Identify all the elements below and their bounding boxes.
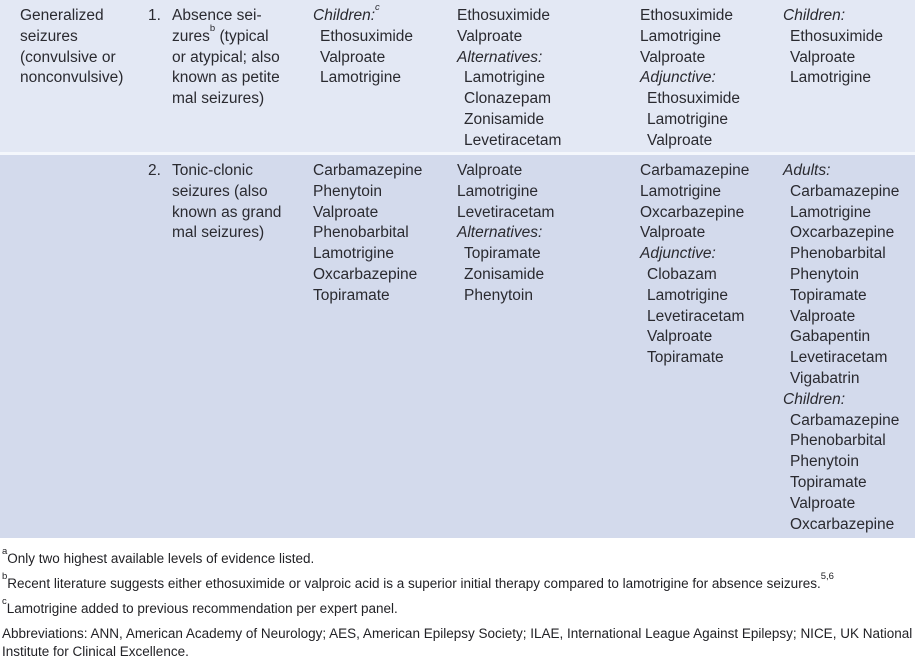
- table-row-absence-seizures: [0, 0, 915, 152]
- line: Phenytoin: [790, 453, 859, 471]
- line: Levetiracetam: [790, 349, 888, 367]
- line: Levetiracetam: [647, 307, 745, 325]
- line: Topiramate: [464, 245, 541, 263]
- line: Lamotrigine: [464, 69, 545, 87]
- line: Phenobarbital: [790, 245, 886, 263]
- line: Zonisamide: [464, 110, 545, 128]
- line: Children:: [783, 390, 846, 408]
- line: Ethosuximide: [790, 27, 884, 45]
- line: Zonisamide: [464, 265, 545, 283]
- cell-drug-list-4: [783, 155, 913, 538]
- line: Phenytoin: [790, 265, 859, 283]
- line: Ethosuximide: [457, 7, 551, 24]
- line: Adjunctive:: [640, 245, 716, 263]
- line: Carbamazepine: [640, 162, 750, 179]
- line: Children:: [783, 7, 846, 24]
- line: Levetiracetam: [464, 131, 562, 149]
- cell-drug-list-2: [457, 0, 637, 152]
- footnote-a: [2, 546, 913, 568]
- cell-drug-list-1: [313, 155, 455, 538]
- line: Ethosuximide: [647, 90, 741, 108]
- line: Topiramate: [313, 286, 390, 304]
- line: nonconvulsive): [20, 69, 124, 87]
- line: Oxcarbazepine: [640, 203, 745, 221]
- line: known as petite: [172, 69, 280, 87]
- line: Oxcarbazepine: [313, 265, 418, 283]
- line: Valproate: [457, 162, 523, 179]
- cell-drug-list-3: [640, 0, 780, 152]
- line: Topiramate: [647, 349, 724, 367]
- item-number: 1.: [148, 7, 161, 24]
- footnote-text: Recent literature suggests either ethosuximide or valproic acid is a superior initial therapy compared to lamotrigine for absence seizures.: [7, 576, 821, 591]
- line: Tonic-clonic: [172, 162, 253, 179]
- line: Phenytoin: [313, 182, 382, 200]
- line: Carbamazepine: [790, 182, 900, 200]
- footnote-text: Only two highest available levels of evidence listed.: [7, 551, 315, 566]
- line: mal seizures): [172, 224, 265, 242]
- line: seizures (also: [172, 182, 268, 200]
- footnote-text: Lamotrigine added to previous recommendation per expert panel.: [6, 601, 398, 616]
- line: Adjunctive:: [640, 69, 716, 87]
- line: Oxcarbazepine: [790, 515, 895, 533]
- line: Lamotrigine: [647, 286, 728, 304]
- line: Phenobarbital: [313, 224, 409, 242]
- line: Adults:: [783, 162, 831, 179]
- line: mal seizures): [172, 90, 265, 108]
- cell-drug-list-3: [640, 155, 780, 538]
- line: Carbamazepine: [790, 411, 900, 429]
- line: Lamotrigine: [790, 69, 871, 87]
- cell-drug-list-1: [313, 0, 455, 152]
- footnote-abbreviations: [2, 625, 913, 660]
- line: seizures: [20, 27, 78, 45]
- item-text: [172, 161, 311, 244]
- footnote-c: [2, 596, 913, 618]
- line: Valproate: [790, 307, 856, 325]
- line: Lamotrigine: [457, 182, 538, 200]
- line: Topiramate: [790, 286, 867, 304]
- cell-seizure-classification: [20, 155, 146, 538]
- line: Phenobarbital: [790, 432, 886, 450]
- line: Lamotrigine: [640, 182, 721, 200]
- line: Alternatives:: [457, 224, 543, 242]
- line: Valproate: [320, 48, 386, 66]
- line: Oxcarbazepine: [790, 224, 895, 242]
- line: Valproate: [640, 224, 706, 242]
- line: Clonazepam: [464, 90, 552, 108]
- line: Valproate: [790, 494, 856, 512]
- line: Lamotrigine: [313, 245, 394, 263]
- cell-drug-list-2: [457, 155, 637, 538]
- line: Carbamazepine: [313, 162, 423, 179]
- cell-seizure-type: [148, 155, 311, 538]
- item-text: [172, 6, 311, 110]
- footnote-b: [2, 571, 913, 593]
- line: Levetiracetam: [457, 203, 555, 221]
- line: Absence sei-: [172, 7, 262, 24]
- line: Lamotrigine: [790, 203, 871, 221]
- cell-seizure-type: [148, 0, 311, 152]
- line: Lamotrigine: [640, 27, 721, 45]
- line: Phenytoin: [464, 286, 533, 304]
- line: Valproate: [640, 48, 706, 66]
- cell-drug-list-4: [783, 0, 913, 152]
- line: Valproate: [457, 27, 523, 45]
- line: Gabapentin: [790, 328, 871, 346]
- line: Lamotrigine: [320, 69, 401, 87]
- line: Vigabatrin: [790, 369, 860, 387]
- line: Generalized: [20, 7, 104, 24]
- line: Valproate: [647, 328, 713, 346]
- line: Lamotrigine: [647, 110, 728, 128]
- line: or atypical; also: [172, 48, 280, 66]
- item-number: 2.: [148, 162, 161, 179]
- line: Topiramate: [790, 473, 867, 491]
- footnote-text: Abbreviations: ANN, American Academy of Neurology; AES, American Epilepsy Society; ILAE, International League Against Epilepsy; NICE, UK National Institute for Clinical Excellence.: [2, 626, 913, 659]
- line: (convulsive or: [20, 48, 116, 66]
- footnotes: [2, 546, 913, 660]
- line: Valproate: [313, 203, 379, 221]
- line: Ethosuximide: [320, 27, 414, 45]
- footnote-marker: a: [2, 546, 8, 557]
- line: Valproate: [647, 131, 713, 149]
- line: zures$^b$ (typical: [172, 22, 269, 45]
- line: Clobazam: [647, 265, 717, 283]
- footnote-marker: b: [2, 571, 8, 582]
- line: Children:$^c$: [313, 1, 380, 24]
- line: known as grand: [172, 203, 282, 221]
- table-row-tonic-clonic-seizures: [0, 155, 915, 538]
- line: Valproate: [790, 48, 856, 66]
- cell-seizure-classification: [20, 0, 146, 152]
- footnote-ref: 5,6: [820, 571, 834, 582]
- line: Ethosuximide: [640, 7, 734, 24]
- footnote-marker: c: [2, 596, 7, 607]
- line: Alternatives:: [457, 48, 543, 66]
